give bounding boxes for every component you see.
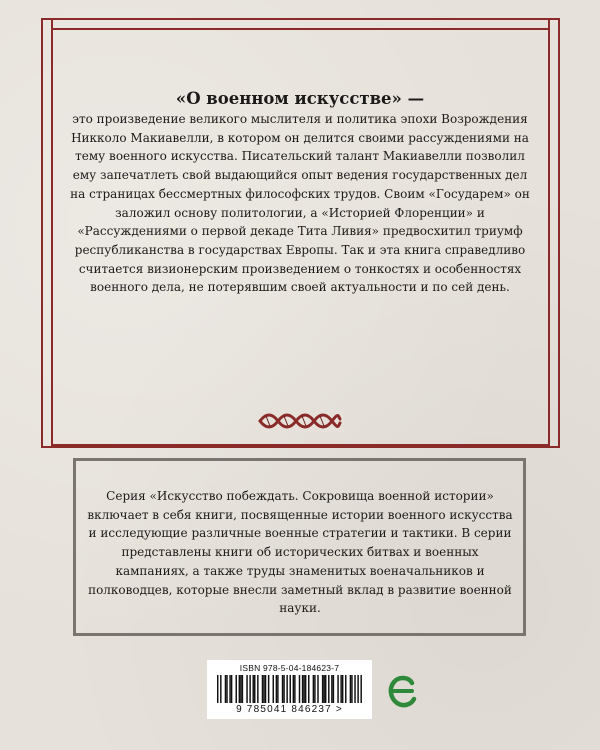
barcode-bar [345, 675, 346, 703]
barcode-bar [325, 675, 326, 703]
isbn-text: ISBN 978-5-04-184623-7 [239, 663, 340, 673]
barcode-bar [337, 675, 338, 703]
barcode-bar [340, 675, 341, 703]
barcode-bar [226, 675, 227, 703]
barcode-bar [242, 675, 243, 703]
barcode-bar [273, 675, 274, 703]
barcode-bar [249, 675, 250, 703]
barcode-bar [265, 675, 266, 703]
barcode-bar [328, 675, 329, 703]
barcode-bar [357, 675, 358, 703]
barcode-bar [276, 675, 277, 703]
barcode-bar [220, 675, 221, 703]
barcode-bar [303, 675, 304, 703]
barcode-label [207, 660, 372, 719]
barcode-bar [313, 675, 314, 703]
barcode-bar [290, 675, 291, 703]
barcode-bar [351, 675, 352, 703]
barcode-bar [293, 675, 294, 703]
barcode-bar [305, 675, 306, 703]
barcode-bar [360, 675, 361, 703]
barcode-bar [331, 675, 332, 703]
barcode-bar [246, 675, 247, 703]
barcode-bar [229, 675, 230, 703]
upper-frame-top-line [51, 28, 550, 30]
barcode-bar [299, 675, 300, 703]
barcode-bar [322, 675, 323, 703]
barcode-bar [314, 675, 315, 703]
barcode-bar [262, 675, 263, 703]
lead-paragraph: это произведение великого мыслителя и политика эпохи Возрождения Никколо Макиавелли, в котором он делится своими рассуждениями на тему военного искусства. Писательский талант Макиавелли позволил ему запечатлеть свой выдающийся опыт ведения государственных дел на страницах бессмертных философских трудов. Своим «Государем» он заложил основу политологии, а «Историей Флоренции» и «Рассуждениями о первой декаде Тита Ливия» предвосхитил триумф республиканства в государствах Европы. Так и эта книга справедливо считается визионерским произведением о тонкостях и особенностях военного дела, не потерявшим своей актуальности и по сей день. [70, 112, 530, 295]
lead-text-block [70, 88, 530, 297]
barcode-bar [263, 675, 264, 703]
barcode-bar [225, 675, 226, 703]
barcode-bar [239, 675, 240, 703]
barcode-bar [268, 675, 269, 703]
barcode-bar [286, 675, 287, 703]
barcode-bar [254, 675, 255, 703]
barcode-bar [257, 675, 258, 703]
barcode-digits: 9 785041 846237 > [236, 704, 343, 715]
barcode-bar [236, 675, 237, 703]
barcode-bar [294, 675, 295, 703]
barcode-icon [217, 675, 362, 703]
barcode-bar [252, 675, 253, 703]
barcode-bar [350, 675, 351, 703]
barcode-bar [277, 675, 278, 703]
barcode-bar [308, 675, 309, 703]
barcode-bar [333, 675, 334, 703]
barcode-bar [317, 675, 318, 703]
lead-title: «О военном искусстве» — [175, 89, 425, 108]
barcode-bar [231, 675, 232, 703]
barcode-bar [240, 675, 241, 703]
eksmo-e-logo-icon [387, 673, 417, 709]
rope-ornament-icon [256, 410, 344, 432]
barcode-bar [282, 675, 283, 703]
barcode-bar [354, 675, 355, 703]
barcode-bar [217, 675, 218, 703]
barcode-bar [342, 675, 343, 703]
barcode-bar [302, 675, 303, 703]
series-paragraph: Серия «Искусство побеждать. Сокровища военной истории» включает в себя книги, посвященные истории военного искусства и исследующие различные военные стратегии и тактики. В серии представлены книги об исторических битвах и военных кампаниях, а также труды знаменитых военачальников и полководцев, которые внесли заметный вклад в развитие военной науки. [87, 489, 513, 616]
barcode-bar [283, 675, 284, 703]
barcode-bar [323, 675, 324, 703]
